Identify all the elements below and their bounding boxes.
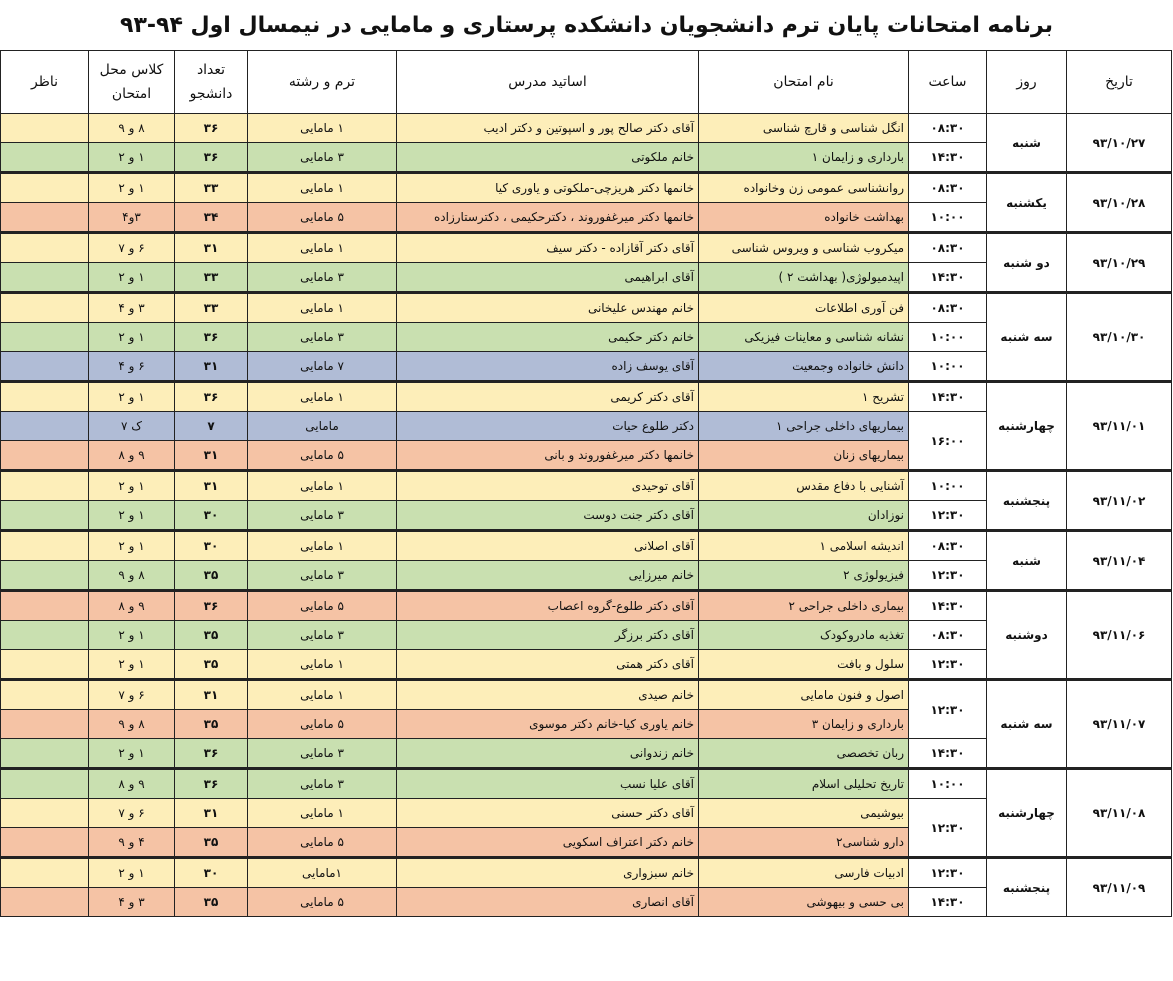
date-cell: ۹۳/۱۰/۲۹ — [1067, 233, 1172, 293]
exam-name-cell: روانشناسی عمومی زن وخانواده — [699, 173, 909, 203]
header-date: تاریخ — [1067, 51, 1172, 114]
observer-cell — [1, 531, 89, 561]
day-cell: شنبه — [987, 531, 1067, 591]
teacher-cell: خانم صیدی — [397, 680, 699, 710]
room-cell: ۱ و ۲ — [89, 621, 175, 650]
term-cell: مامایی — [248, 412, 397, 441]
exam-name-cell: بیماریهای داخلی جراحی ۱ — [699, 412, 909, 441]
observer-cell — [1, 561, 89, 591]
observer-cell — [1, 799, 89, 828]
term-cell: ۵ مامایی — [248, 888, 397, 917]
room-cell: ۱ و ۲ — [89, 650, 175, 680]
observer-cell — [1, 263, 89, 293]
teacher-cell: آقای دکتر آقازاده - دکتر سیف — [397, 233, 699, 263]
student-count-cell: ۳۳ — [175, 263, 248, 293]
exam-schedule-table — [0, 50, 1172, 917]
teacher-cell: خانم مهندس علیخانی — [397, 293, 699, 323]
exam-name-cell: دارو شناسی۲ — [699, 828, 909, 858]
observer-cell — [1, 114, 89, 143]
exam-name-cell: نشانه شناسی و معاینات فیزیکی — [699, 323, 909, 352]
teacher-cell: خانمها دکتر میرغفوروند ، دکترحکیمی ، دکترستارزاده — [397, 203, 699, 233]
student-count-cell: ۳۰ — [175, 531, 248, 561]
teacher-cell: آقای دکتر جنت دوست — [397, 501, 699, 531]
date-cell: ۹۳/۱۰/۲۸ — [1067, 173, 1172, 233]
teacher-cell: آقای انصاری — [397, 888, 699, 917]
room-cell: ۹ و ۸ — [89, 591, 175, 621]
student-count-cell: ۳۵ — [175, 888, 248, 917]
time-cell: ۰۸:۳۰ — [909, 531, 987, 561]
student-count-cell: ۳۰ — [175, 858, 248, 888]
student-count-cell: ۳۵ — [175, 561, 248, 591]
time-cell: ۱۴:۳۰ — [909, 888, 987, 917]
term-cell: ۳ مامایی — [248, 501, 397, 531]
room-cell: ۱ و ۲ — [89, 501, 175, 531]
observer-cell — [1, 858, 89, 888]
room-cell: ۳ و ۴ — [89, 888, 175, 917]
date-cell: ۹۳/۱۱/۰۸ — [1067, 769, 1172, 858]
observer-cell — [1, 591, 89, 621]
time-cell: ۱۴:۳۰ — [909, 143, 987, 173]
header-day: روز — [987, 51, 1067, 114]
room-cell: ۹ و ۸ — [89, 441, 175, 471]
observer-cell — [1, 203, 89, 233]
term-cell: ۱ مامایی — [248, 114, 397, 143]
room-cell: ۸ و ۹ — [89, 710, 175, 739]
term-cell: ۱ مامایی — [248, 799, 397, 828]
header-count: تعداد دانشجو — [175, 51, 248, 114]
time-cell: ۱۴:۳۰ — [909, 382, 987, 412]
term-cell: ۱مامایی — [248, 858, 397, 888]
date-cell: ۹۳/۱۰/۳۰ — [1067, 293, 1172, 382]
time-cell: ۱۲:۳۰ — [909, 858, 987, 888]
time-cell: ۱۶:۰۰ — [909, 412, 987, 471]
observer-cell — [1, 173, 89, 203]
term-cell: ۱ مامایی — [248, 531, 397, 561]
student-count-cell: ۳۱ — [175, 799, 248, 828]
room-cell: ۱ و ۲ — [89, 143, 175, 173]
term-cell: ۳ مامایی — [248, 263, 397, 293]
term-cell: ۷ مامایی — [248, 352, 397, 382]
exam-name-cell: بارداری و زایمان ۱ — [699, 143, 909, 173]
term-cell: ۱ مامایی — [248, 382, 397, 412]
observer-cell — [1, 501, 89, 531]
observer-cell — [1, 739, 89, 769]
term-cell: ۱ مامایی — [248, 173, 397, 203]
table-row — [1, 531, 1172, 561]
term-cell: ۱ مامایی — [248, 680, 397, 710]
day-cell: شنبه — [987, 114, 1067, 173]
teacher-cell: آقای دکتر طلوع-گروه اعصاب — [397, 591, 699, 621]
date-cell: ۹۳/۱۱/۰۶ — [1067, 591, 1172, 680]
teacher-cell: خانم ملکوتی — [397, 143, 699, 173]
table-row — [1, 114, 1172, 143]
time-cell: ۱۲:۳۰ — [909, 501, 987, 531]
term-cell: ۵ مامایی — [248, 591, 397, 621]
exam-name-cell: نوزادان — [699, 501, 909, 531]
term-cell: ۱ مامایی — [248, 293, 397, 323]
teacher-cell: خانم دکتر حکیمی — [397, 323, 699, 352]
table-header-row — [1, 51, 1172, 114]
exam-name-cell: آشنایی با دفاع مقدس — [699, 471, 909, 501]
observer-cell — [1, 621, 89, 650]
date-cell: ۹۳/۱۱/۰۷ — [1067, 680, 1172, 769]
time-cell: ۱۲:۳۰ — [909, 799, 987, 858]
header-exam: نام امتحان — [699, 51, 909, 114]
room-cell: ۳ و ۴ — [89, 293, 175, 323]
term-cell: ۱ مامایی — [248, 471, 397, 501]
day-cell: چهارشنبه — [987, 769, 1067, 858]
table-row — [1, 769, 1172, 799]
teacher-cell: دکتر طلوع حیات — [397, 412, 699, 441]
exam-name-cell: انگل شناسی و قارچ شناسی — [699, 114, 909, 143]
observer-cell — [1, 650, 89, 680]
header-teacher: اساتید مدرس — [397, 51, 699, 114]
teacher-cell: خانمها دکتر میرغفوروند و بانی — [397, 441, 699, 471]
day-cell: دوشنبه — [987, 591, 1067, 680]
time-cell: ۱۰:۰۰ — [909, 352, 987, 382]
exam-name-cell: فیزیولوژی ۲ — [699, 561, 909, 591]
room-cell: ۸ و ۹ — [89, 561, 175, 591]
exam-name-cell: بیماریهای زنان — [699, 441, 909, 471]
time-cell: ۱۴:۳۰ — [909, 591, 987, 621]
table-body — [1, 114, 1172, 917]
time-cell: ۰۸:۳۰ — [909, 621, 987, 650]
student-count-cell: ۳۶ — [175, 591, 248, 621]
student-count-cell: ۷ — [175, 412, 248, 441]
observer-cell — [1, 352, 89, 382]
exam-name-cell: ربان تخصصی — [699, 739, 909, 769]
student-count-cell: ۳۱ — [175, 471, 248, 501]
teacher-cell: آقای ابراهیمی — [397, 263, 699, 293]
student-count-cell: ۳۵ — [175, 710, 248, 739]
teacher-cell: آقای دکتر کریمی — [397, 382, 699, 412]
observer-cell — [1, 143, 89, 173]
room-cell: ۶ و ۷ — [89, 799, 175, 828]
day-cell: یکشنبه — [987, 173, 1067, 233]
student-count-cell: ۳۵ — [175, 828, 248, 858]
day-cell: سه شنبه — [987, 293, 1067, 382]
student-count-cell: ۳۱ — [175, 680, 248, 710]
time-cell: ۰۸:۳۰ — [909, 114, 987, 143]
term-cell: ۱ مامایی — [248, 233, 397, 263]
room-cell: ۹ و ۸ — [89, 769, 175, 799]
observer-cell — [1, 680, 89, 710]
exam-name-cell: دانش خانواده وجمعیت — [699, 352, 909, 382]
observer-cell — [1, 710, 89, 739]
exam-name-cell: بارداری و زایمان ۳ — [699, 710, 909, 739]
date-cell: ۹۳/۱۱/۰۱ — [1067, 382, 1172, 471]
room-cell: ۶ و ۴ — [89, 352, 175, 382]
term-cell: ۳ مامایی — [248, 561, 397, 591]
observer-cell — [1, 412, 89, 441]
teacher-cell: آقای دکتر برزگر — [397, 621, 699, 650]
student-count-cell: ۳۶ — [175, 382, 248, 412]
room-cell: ۱ و ۲ — [89, 382, 175, 412]
date-cell: ۹۳/۱۱/۰۲ — [1067, 471, 1172, 531]
exam-name-cell: تغذیه مادروکودک — [699, 621, 909, 650]
table-row — [1, 382, 1172, 412]
date-cell: ۹۳/۱۱/۰۹ — [1067, 858, 1172, 917]
term-cell: ۳ مامایی — [248, 323, 397, 352]
header-time: ساعت — [909, 51, 987, 114]
teacher-cell: خانم دکتر اعتراف اسکویی — [397, 828, 699, 858]
student-count-cell: ۳۱ — [175, 233, 248, 263]
term-cell: ۵ مامایی — [248, 710, 397, 739]
teacher-cell: آقای اصلانی — [397, 531, 699, 561]
exam-name-cell: بی حسی و بیهوشی — [699, 888, 909, 917]
student-count-cell: ۳۶ — [175, 114, 248, 143]
student-count-cell: ۳۵ — [175, 621, 248, 650]
day-cell: پنجشنبه — [987, 858, 1067, 917]
observer-cell — [1, 233, 89, 263]
room-cell: ۱ و ۲ — [89, 739, 175, 769]
observer-cell — [1, 293, 89, 323]
term-cell: ۵ مامایی — [248, 828, 397, 858]
table-row — [1, 858, 1172, 888]
exam-name-cell: اپیدمیولوژی( بهداشت ۲ ) — [699, 263, 909, 293]
exam-name-cell: بهداشت خانواده — [699, 203, 909, 233]
table-row — [1, 293, 1172, 323]
header-term: ترم و رشته — [248, 51, 397, 114]
exam-name-cell: بیماری داخلی جراحی ۲ — [699, 591, 909, 621]
teacher-cell: آقای دکتر حسنی — [397, 799, 699, 828]
teacher-cell: خانمها دکتر هریزچی-ملکوتی و یاوری کیا — [397, 173, 699, 203]
teacher-cell: خانم سبزواری — [397, 858, 699, 888]
exam-name-cell: میکروب شناسی و ویروس شناسی — [699, 233, 909, 263]
time-cell: ۱۰:۰۰ — [909, 323, 987, 352]
exam-name-cell: تشریح ۱ — [699, 382, 909, 412]
room-cell: ۱ و ۲ — [89, 858, 175, 888]
observer-cell — [1, 441, 89, 471]
teacher-cell: خانم زندوانی — [397, 739, 699, 769]
student-count-cell: ۳۱ — [175, 352, 248, 382]
student-count-cell: ۳۶ — [175, 323, 248, 352]
student-count-cell: ۳۴ — [175, 203, 248, 233]
room-cell: ک ۷ — [89, 412, 175, 441]
exam-name-cell: اندیشه اسلامی ۱ — [699, 531, 909, 561]
observer-cell — [1, 888, 89, 917]
room-cell: ۶ و ۷ — [89, 233, 175, 263]
room-cell: ۱ و ۲ — [89, 263, 175, 293]
table-row — [1, 591, 1172, 621]
student-count-cell: ۳۶ — [175, 769, 248, 799]
time-cell: ۱۰:۰۰ — [909, 471, 987, 501]
time-cell: ۱۲:۳۰ — [909, 561, 987, 591]
student-count-cell: ۳۶ — [175, 739, 248, 769]
table-row — [1, 680, 1172, 710]
exam-name-cell: سلول و بافت — [699, 650, 909, 680]
date-cell: ۹۳/۱۱/۰۴ — [1067, 531, 1172, 591]
student-count-cell: ۳۶ — [175, 143, 248, 173]
day-cell: سه شنبه — [987, 680, 1067, 769]
exam-name-cell: بیوشیمی — [699, 799, 909, 828]
time-cell: ۱۲:۳۰ — [909, 680, 987, 739]
observer-cell — [1, 471, 89, 501]
term-cell: ۳ مامایی — [248, 769, 397, 799]
teacher-cell: آقای یوسف زاده — [397, 352, 699, 382]
day-cell: چهارشنبه — [987, 382, 1067, 471]
teacher-cell: آقای دکتر صالح پور و اسپوتین و دکتر ادیب — [397, 114, 699, 143]
room-cell: ۱ و ۲ — [89, 471, 175, 501]
room-cell: ۸ و ۹ — [89, 114, 175, 143]
time-cell: ۰۸:۳۰ — [909, 233, 987, 263]
teacher-cell: آقای دکتر همتی — [397, 650, 699, 680]
time-cell: ۱۴:۳۰ — [909, 739, 987, 769]
table-row — [1, 233, 1172, 263]
teacher-cell: آقای توحیدی — [397, 471, 699, 501]
header-observer: ناظر — [1, 51, 89, 114]
observer-cell — [1, 769, 89, 799]
student-count-cell: ۳۰ — [175, 501, 248, 531]
exam-name-cell: تاریخ تحلیلی اسلام — [699, 769, 909, 799]
room-cell: ۱ و ۲ — [89, 323, 175, 352]
term-cell: ۳ مامایی — [248, 621, 397, 650]
room-cell: ۱ و ۲ — [89, 173, 175, 203]
exam-name-cell: اصول و فنون مامایی — [699, 680, 909, 710]
table-row — [1, 173, 1172, 203]
teacher-cell: خانم میرزایی — [397, 561, 699, 591]
time-cell: ۰۸:۳۰ — [909, 173, 987, 203]
exam-name-cell: فن آوری اطلاعات — [699, 293, 909, 323]
time-cell: ۱۰:۰۰ — [909, 769, 987, 799]
page-title: برنامه امتحانات پایان ترم دانشجویان دانشکده پرستاری و مامایی در نیمسال اول ۹۴-۹۳ — [120, 13, 1053, 38]
term-cell: ۱ مامایی — [248, 650, 397, 680]
room-cell: ۳و۴ — [89, 203, 175, 233]
student-count-cell: ۳۳ — [175, 173, 248, 203]
time-cell: ۱۲:۳۰ — [909, 650, 987, 680]
date-cell: ۹۳/۱۰/۲۷ — [1067, 114, 1172, 173]
table-row — [1, 471, 1172, 501]
student-count-cell: ۳۵ — [175, 650, 248, 680]
header-room: کلاس محل امتحان — [89, 51, 175, 114]
term-cell: ۵ مامایی — [248, 203, 397, 233]
teacher-cell: خانم یاوری کیا-خانم دکتر موسوی — [397, 710, 699, 739]
room-cell: ۱ و ۲ — [89, 531, 175, 561]
observer-cell — [1, 382, 89, 412]
time-cell: ۱۴:۳۰ — [909, 263, 987, 293]
term-cell: ۳ مامایی — [248, 143, 397, 173]
observer-cell — [1, 828, 89, 858]
time-cell: ۰۸:۳۰ — [909, 293, 987, 323]
teacher-cell: آقای علیا نسب — [397, 769, 699, 799]
day-cell: دو شنبه — [987, 233, 1067, 293]
day-cell: پنجشنبه — [987, 471, 1067, 531]
time-cell: ۱۰:۰۰ — [909, 203, 987, 233]
room-cell: ۶ و ۷ — [89, 680, 175, 710]
term-cell: ۳ مامایی — [248, 739, 397, 769]
student-count-cell: ۳۱ — [175, 441, 248, 471]
room-cell: ۴ و ۹ — [89, 828, 175, 858]
exam-name-cell: ادبیات فارسی — [699, 858, 909, 888]
observer-cell — [1, 323, 89, 352]
term-cell: ۵ مامایی — [248, 441, 397, 471]
student-count-cell: ۳۳ — [175, 293, 248, 323]
